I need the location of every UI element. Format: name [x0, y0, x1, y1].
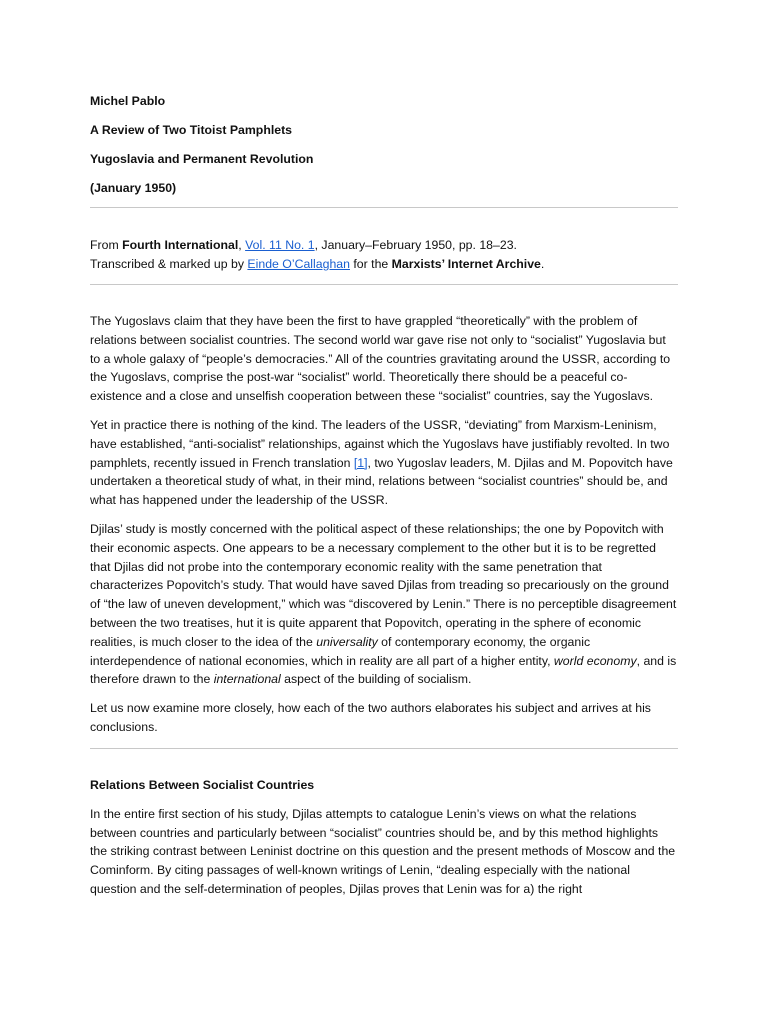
- emphasis-international: international: [213, 672, 281, 687]
- paragraph-1: The Yugoslavs claim that they have been the first to have grappled “theoretically” with the problem of relations between socialist countries. The second world war gave rise not only to “socialist” Yugoslavia but to a whole galaxy of “people’s democracies.” All of the countries gravitating around the USSR, according to the Yugoslavs, comprise the post-war “socialist” world. Theoretically there should be a peaceful co-existence and a close and unselfish cooperation between these “socialist” countries, say the Yugoslavs.: [90, 314, 671, 404]
- author-name: Michel Pablo: [90, 94, 166, 108]
- paragraph-2-text-b: , two Yugoslav leaders, M. Djilas and M. Popovitch have undertaken a theoretical study of what, in their mind, relations between “socialist countries” should be, and what has happened under the leadership of the USSR.: [90, 455, 673, 508]
- transcribed-text: Transcribed & marked up by: [90, 257, 248, 271]
- article-date: (January 1950): [90, 181, 177, 195]
- paragraph-3-text-b: of contemporary economy, the organic interdependence of national economies, which in reality are all part of a higher entity,: [90, 634, 591, 668]
- section-heading: Relations Between Socialist Countries: [90, 777, 315, 792]
- volume-link[interactable]: Vol. 11 No. 1: [245, 238, 315, 252]
- paragraph-3-text-a: Djilas’ study is mostly concerned with the political aspect of these relationships; the one by Popovitch with their economic aspects. One appears to be a necessary complement to the other but it is to be regretted that Djilas did not probe into the contemporary economic reality with the same penetration that characterizes Popovitch’s study. That would have saved Djilas from treading so precariously on the ground of “the law of uneven development,” which was “discovered by Lenin.” There is no perceptible disagreement between the two treatises, hut it is quite apparent that Popovitch, operating in the sphere of economic realities, is much closer to the idea of the: [90, 521, 677, 649]
- source-from-text: From: [90, 238, 123, 252]
- paragraph-5: In the entire first section of his study, Djilas attempts to catalogue Lenin’s views on what the relations between countries and particularly between “socialist” countries should be, and by this method highlights the striking contrast between Leninist doctrine on this question and the present methods of Moscow and the Cominform. By citing passages of well-known writings of Lenin, “dealing especially with the national question and the self-determination of peoples, Djilas proves that Lenin was for a) the right: [90, 806, 676, 896]
- paragraph-2-text-a: Yet in practice there is nothing of the kind. The leaders of the USSR, “deviating” from Marxism-Leninism, have established, “anti-socialist” relationships, against which the Yugoslavs have justifiably revolted. In two pamphlets, recently issued in French translation: [90, 417, 670, 470]
- paragraph-3-text-c: , and is therefore drawn to the: [90, 653, 677, 687]
- archive-name: Marxists’ Internet Archive: [391, 257, 541, 271]
- paragraph-4: Let us now examine more closely, how each of the two authors elaborates his subject and arrives at his conclusions.: [90, 701, 651, 734]
- source-line: [90, 236, 678, 255]
- source-details: , January–February 1950, pp. 18–23.: [314, 238, 517, 252]
- document-page: [90, 92, 678, 909]
- paragraph-3-text-d: aspect of the building of socialism.: [280, 672, 472, 687]
- source-separator: ,: [238, 238, 246, 252]
- period-text: .: [540, 257, 545, 271]
- emphasis-world-economy: world economy: [553, 653, 637, 668]
- emphasis-universality: universality: [316, 634, 378, 649]
- section-relations: [90, 749, 678, 899]
- article-subtitle: Yugoslavia and Permanent Revolution: [90, 152, 314, 166]
- transcriber-link[interactable]: Einde O’Callaghan: [247, 257, 350, 271]
- source-block: [90, 208, 678, 284]
- publication-name: Fourth International: [122, 238, 239, 252]
- transcription-line: [90, 255, 678, 274]
- for-the-text: for the: [349, 257, 392, 271]
- paragraph-2: [90, 416, 678, 510]
- article-body: [90, 285, 678, 737]
- footnote-link-1[interactable]: [1]: [353, 455, 368, 470]
- paragraph-3: [90, 520, 678, 689]
- article-title: A Review of Two Titoist Pamphlets: [90, 123, 293, 137]
